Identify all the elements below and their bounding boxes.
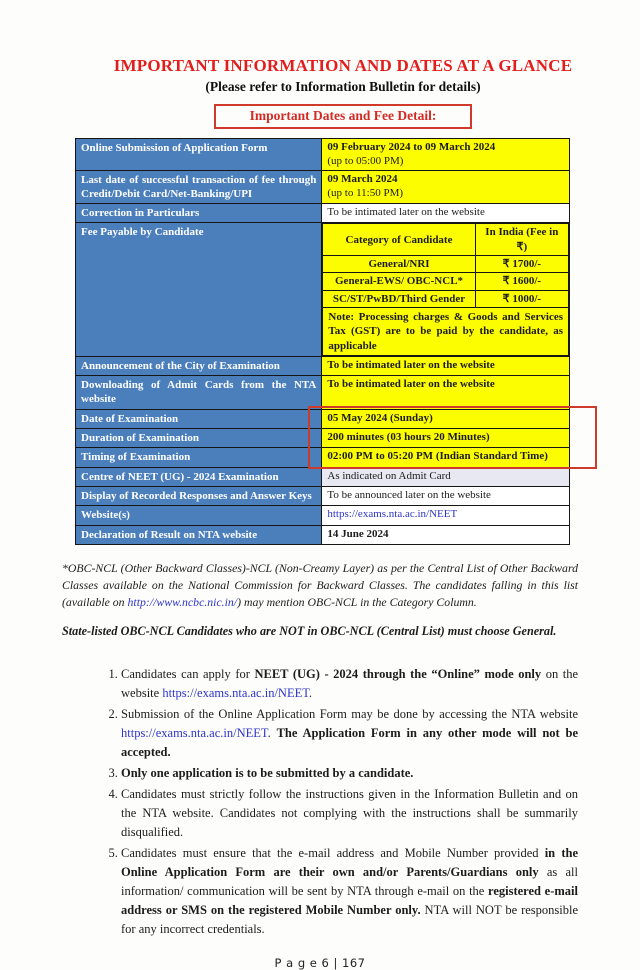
row-value-exam-centre: As indicated on Admit Card [322,467,570,486]
instruction-item [121,764,578,783]
value-main: 09 March 2024 [327,172,398,185]
table-row [76,467,570,486]
row-value-fee-last-date [322,170,570,204]
page-header [93,56,593,129]
row-value-correction: To be intimated later on the website [322,204,570,223]
fee-row [323,256,569,273]
row-label-website: Website(s) [76,506,322,525]
row-value-result: 14 June 2024 [322,525,570,544]
table-row [76,486,570,505]
text-segment: on the website [121,667,579,701]
text-segment: Candidates must strictly follow the instructions given in the Information Bulletin and on the NTA website. Candidates not complying with the instructions shall be summarily disqualified. [121,787,578,840]
important-dates-table [75,138,570,545]
text-segment: *OBC-NCL (Other Backward Classes)-NCL (Non-Creamy Layer) as per the Central List of Other Backward Classes available on the National Commission for Backward Classes. The candidates falling in this list (available on [62,560,578,610]
row-value-exam-date: 05 May 2024 (Sunday) [322,409,570,428]
instructions-list [97,665,578,939]
fee-note-row [323,307,569,355]
row-label-fee-payable: Fee Payable by Candidate [76,223,322,356]
obc-footnote [62,560,578,611]
text-segment-bold: in the Online Application Form are their own and/or Parents/Guardians only [121,846,578,880]
row-value-online-submission [322,139,570,171]
text-segment: ) may mention OBC-NCL in the Category Column. [237,595,477,610]
section-label: Important Dates and Fee Detail: [214,104,473,129]
page-footer: P a g e 6 | 167 [274,956,366,970]
fee-category: General/NRI [323,256,475,273]
fee-row [323,273,569,290]
table-row [76,525,570,544]
fee-header-category: Category of Candidate [323,224,475,256]
table-row [76,223,570,356]
text-segment: Candidates must ensure that the e-mail address and Mobile Number provided [121,846,545,861]
table-row [76,429,570,448]
row-label-fee-last-date: Last date of successful transaction of fee through Credit/Debit Card/Net-Banking/UPI [76,170,322,204]
text-segment: as all information/ communication will be sent by NTA through e-mail on the [121,865,578,899]
table-row [76,448,570,467]
row-label-exam-date: Date of Examination [76,409,322,428]
text-segment-bold: registered e-mail address or SMS on the registered Mobile Number only. [121,884,578,918]
value-note: (up to 05:00 PM) [327,155,404,168]
table-row [76,376,570,410]
row-label-admit-card: Downloading of Admit Cards from the NTA website [76,376,322,410]
fee-header-row [323,224,569,256]
fee-category: General-EWS/ OBC-NCL* [323,273,475,290]
nta-exams-link[interactable]: https://exams.nta.ac.in/NEET [327,508,458,521]
text-segment: . [267,726,277,741]
value-main: 09 February 2024 to 09 March 2024 [327,141,496,153]
fee-note: Note: Processing charges & Goods and Services Tax (GST) are to be paid by the candidate, as applicable [323,307,569,355]
table-row [76,409,570,428]
text-segment: Candidates can apply for [121,667,255,682]
fee-amount: ₹ 1700/- [475,256,568,273]
table-row [76,204,570,223]
text-segment: Submission of the Online Application Form may be done by accessing the NTA website [121,707,578,722]
text-segment: NTA will NOT be responsible for any incorrect credentials. [121,903,579,937]
inline-link[interactable]: https://exams.nta.ac.in/NEET [121,726,268,741]
fee-amount: ₹ 1600/- [475,273,568,290]
section-label-wrap [93,104,593,129]
instruction-item [121,785,578,842]
row-value-exam-duration: 200 minutes (03 hours 20 Minutes) [322,429,570,448]
instruction-item [121,705,578,762]
table-row [76,506,570,525]
row-value-fee-payable [322,223,570,356]
fee-row [323,290,569,307]
text-segment-bold: The Application Form in any other mode will not be accepted. [121,726,579,760]
row-label-responses-display: Display of Recorded Responses and Answer Keys [76,486,322,505]
row-value-exam-timing: 02:00 PM to 05:20 PM (Indian Standard Time) [322,448,570,467]
row-label-city-announcement: Announcement of the City of Examination [76,356,322,375]
important-dates-table-wrap [75,138,570,545]
fee-category: SC/ST/PwBD/Third Gender [323,290,475,307]
page-title: IMPORTANT INFORMATION AND DATES AT A GLANCE [113,56,573,75]
row-label-online-submission: Online Submission of Application Form [76,139,322,171]
table-row [76,356,570,375]
inline-link[interactable]: http://www.ncbc.nic.in/ [127,595,238,610]
text-segment-bold: Only one application is to be submitted by a candidate. [121,766,414,781]
state-obc-note: State-listed OBC-NCL Candidates who are NOT in OBC-NCL (Central List) must choose General. [62,624,557,639]
row-label-exam-centre: Centre of NEET (UG) - 2024 Examination [76,467,322,486]
row-label-exam-timing: Timing of Examination [76,448,322,467]
instruction-item [121,844,578,939]
instruction-item [121,665,578,703]
fee-amount: ₹ 1000/- [475,290,568,307]
fee-header-amount: In India (Fee in ₹) [475,224,568,256]
fee-table [322,223,569,355]
table-row [76,139,570,171]
row-label-exam-duration: Duration of Examination [76,429,322,448]
row-label-correction: Correction in Particulars [76,204,322,223]
table-row [76,170,570,204]
row-value-website [322,506,570,525]
row-value-responses-display: To be announced later on the website [322,486,570,505]
row-value-admit-card: To be intimated later on the website [322,376,570,410]
row-value-city-announcement: To be intimated later on the website [322,356,570,375]
row-label-result: Declaration of Result on NTA website [76,525,322,544]
text-segment-bold: NEET (UG) - 2024 through the “Online” mode only [254,667,542,682]
page-subtitle: (Please refer to Information Bulletin for details) [205,79,481,94]
value-note: (up to 11:50 PM) [327,186,404,199]
inline-link[interactable]: https://exams.nta.ac.in/NEET [162,686,309,701]
text-segment: . [308,686,313,701]
